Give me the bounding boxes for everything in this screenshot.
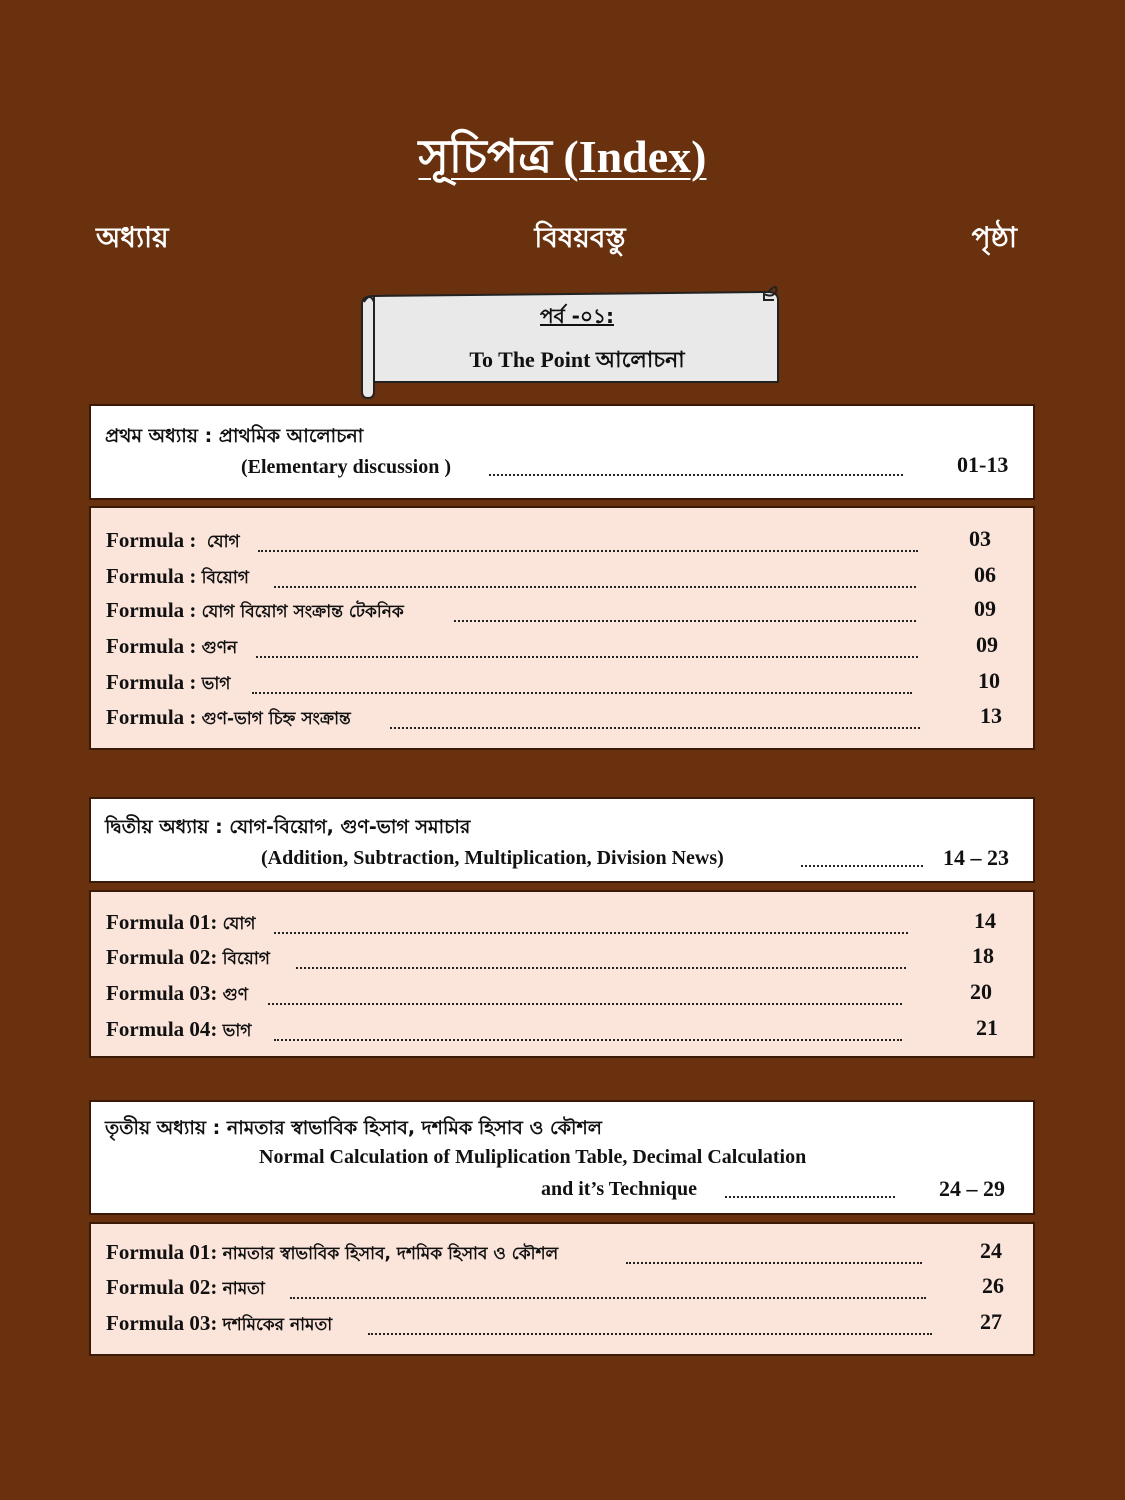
- leader-dots: [626, 1262, 922, 1264]
- column-header-content: বিষয়বস্তু: [534, 221, 626, 254]
- leader-dots: [258, 550, 918, 552]
- formula-text: গুণ-ভাগ চিহ্ন সংক্রান্ত: [201, 709, 351, 729]
- chapter-3-pages: 24 – 29: [939, 1176, 1005, 1201]
- formula-label: Formula :: [106, 528, 197, 552]
- formula-label: Formula :: [106, 598, 197, 622]
- formula-label: Formula :: [106, 564, 197, 588]
- formula-text: বিয়োগ: [201, 568, 249, 588]
- chapter-2-title: দ্বিতীয় অধ্যায় : যোগ-বিয়োগ, গুণ-ভাগ সমাচার: [105, 816, 471, 838]
- formula-page: 26: [982, 1273, 1004, 1298]
- chapter-1-title: প্রথম অধ্যায় : প্রাথমিক আলোচনা: [105, 425, 364, 447]
- formula-label: Formula 01:: [106, 910, 218, 934]
- formula-page: 09: [974, 596, 996, 621]
- chapter-1-header: [89, 404, 1035, 500]
- leader-dots: [290, 1297, 926, 1299]
- formula-text: যোগ: [206, 532, 240, 552]
- formula-text: নামতার স্বাভাবিক হিসাব, দশমিক হিসাব ও কৌশল: [222, 1244, 559, 1264]
- formula-label: Formula 04:: [106, 1017, 218, 1041]
- leader-dots: [252, 692, 912, 694]
- page-title: সূচিপত্র (Index): [418, 131, 707, 182]
- formula-text: যোগ: [222, 914, 256, 934]
- formula-text: দশমিকের নামতা: [222, 1315, 333, 1335]
- column-header-chapter: অধ্যায়: [96, 221, 169, 254]
- leader-dots: [268, 1003, 902, 1005]
- chapter-3-subtitle: Normal Calculation of Muliplication Table, Decimal Calculation: [259, 1146, 807, 1168]
- formula-label: Formula 01:: [106, 1240, 218, 1264]
- formula-text: নামতা: [222, 1279, 265, 1299]
- column-header-page: পৃষ্ঠা: [971, 221, 1017, 254]
- formula-label: Formula 03:: [106, 1311, 218, 1335]
- formula-page: 14: [974, 908, 996, 933]
- chapter-3-subtitle-2: and it’s Technique: [541, 1178, 697, 1200]
- banner-subtitle: To The Point আলোচনা: [469, 347, 685, 372]
- chapter-1-formulas: [89, 506, 1035, 750]
- leader-dots: [489, 472, 903, 476]
- formula-label: Formula :: [106, 670, 197, 694]
- formula-page: 24: [980, 1238, 1002, 1263]
- formula-label: Formula 02:: [106, 945, 218, 969]
- leader-dots: [296, 967, 906, 969]
- formula-page: 10: [978, 668, 1000, 693]
- formula-text: ভাগ: [222, 1021, 252, 1041]
- formula-label: Formula :: [106, 705, 197, 729]
- chapter-1-subtitle: (Elementary discussion ): [241, 456, 451, 478]
- formula-label: Formula :: [106, 634, 197, 658]
- formula-page: 18: [972, 943, 994, 968]
- chapter-3-header: [89, 1100, 1035, 1215]
- formula-page: 13: [980, 703, 1002, 728]
- leader-dots: [274, 1039, 902, 1041]
- leader-dots: [274, 586, 916, 588]
- formula-text: গুণন: [201, 638, 238, 658]
- banner-part: পর্ব -০১:: [540, 304, 614, 328]
- chapter-1-pages: 01-13: [957, 452, 1009, 477]
- formula-label: Formula 03:: [106, 981, 218, 1005]
- formula-text: গুণ: [222, 985, 249, 1005]
- formula-page: 21: [976, 1015, 998, 1040]
- leader-dots: [390, 727, 920, 729]
- chapter-2-formulas: [89, 890, 1035, 1058]
- formula-label: Formula 02:: [106, 1275, 218, 1299]
- formula-text: যোগ বিয়োগ সংক্রান্ত টেকনিক: [201, 602, 404, 622]
- chapter-2-pages: 14 – 23: [943, 845, 1009, 870]
- chapter-2-subtitle: (Addition, Subtraction, Multiplication, Division News): [261, 847, 724, 869]
- chapter-2-header: [89, 797, 1035, 883]
- chapter-3-title: তৃতীয় অধ্যায় : নামতার স্বাভাবিক হিসাব, দশমিক হিসাব ও কৌশল: [105, 1117, 602, 1139]
- leader-dots: [274, 932, 908, 934]
- formula-page: 03: [969, 526, 991, 551]
- leader-dots: [368, 1333, 932, 1335]
- leader-dots: [454, 620, 916, 622]
- section-banner: [360, 282, 780, 400]
- chapter-3-formulas: [89, 1222, 1035, 1356]
- formula-text: ভাগ: [201, 674, 231, 694]
- leader-dots: [725, 1194, 895, 1198]
- leader-dots: [256, 656, 918, 658]
- formula-text: বিয়োগ: [222, 949, 270, 969]
- formula-page: 06: [974, 562, 996, 587]
- formula-page: 27: [980, 1309, 1002, 1334]
- formula-page: 09: [976, 632, 998, 657]
- formula-page: 20: [970, 979, 992, 1004]
- leader-dots: [801, 863, 923, 867]
